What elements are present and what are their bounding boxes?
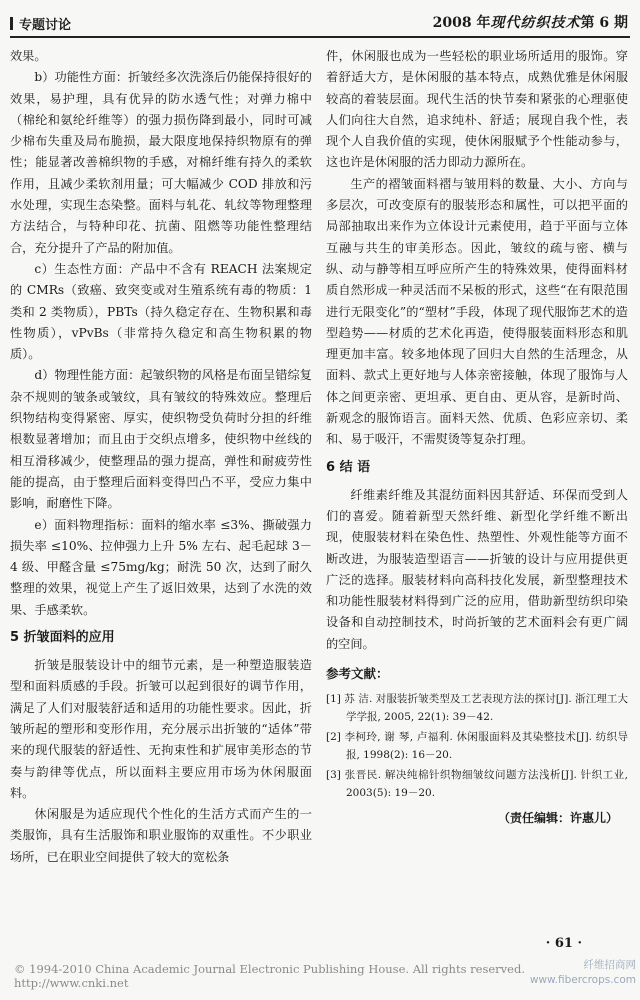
paragraph: c）生态性方面：产品中不含有 REACH 法案规定的 CMRs（致癌、致突变或对生殖系统有毒的物质：1 类和 2 类物质），PBTs（持久稳定存在、生物积累和毒性物质），vPvBs（非常持久稳定和高生物积累的物质）。 [10,261,312,362]
reference-item: [3] 张晋民. 解决纯棉针织物细皱纹问题方法浅析[J]. 针织工业, 2003(5): 19－20. [326,769,628,800]
journal-year: 2008 年 [432,15,491,31]
section-heading: 6 结 语 [326,459,371,475]
copyright-footer: © 1994-2010 China Academic Journal Electronic Publishing House. All rights reserved. http://www.cnki.net [14,962,525,990]
section-bar-marker [10,17,13,30]
left-column [10,46,312,868]
journal-issue: 第 6 期 [580,15,628,31]
paragraph: 折皱是服装设计中的细节元素，是一种塑造服装造型和面料质感的手段。折皱可以起到很好的调节作用，满足了人们对服装舒适和适用的功能性要求。因此，折皱所起的塑形和变形作用，充分展示出折皱的“适体”带来的现代服装的舒适性、无拘束性和扩展审美形态的节奏与韵律等优点，所以面料主要应用市场为休闲服面料。 [10,658,312,800]
reference-item: [2] 李柯玲, 谢 琴, 卢福利. 休闲服面料及其染整技术[J]. 纺织导报, 1998(2): 16－20. [326,731,628,762]
journal-issue-info [433,12,628,32]
section-heading: 5 折皱面料的应用 [10,630,115,646]
paragraph: 生产的褶皱面料褶与皱用料的数量、大小、方向与多层次，可改变原有的服装形态和属性，可以把平面的局部抽取出来作为立体设计元素使用，趋于平面与立体互融与共生的审美形态。因此，皱纹的疏与密、横与纵、动与静等相互呼应所产生的特殊效果，使得面料材质自然形成一种灵活而不呆板的形式，这些“在有限范围进行无限变化”的“塑材”手段，体现了现代服饰艺术的造型趋势——材质的艺术化再造，使得服装面料形态和肌理更加丰富。较多地体现了回归大自然的生活理念，从面料、款式上更好地与人体亲密接触，体现了服饰与人体之间更亲密、更坦承、更自由、更从容，是新时尚、新观念的服饰语言。面料天然、优质、色彩应亲切、柔和、易于吸汗，不需熨烫等复杂打理。 [326,176,628,447]
page-number: · 61 · [545,936,582,951]
references-heading: 参考文献： [326,666,389,682]
site-watermark [530,958,636,988]
paragraph: 效果。 [10,49,47,63]
section-tag [10,14,71,33]
reference-item: [1] 苏 洁. 对服装折皱类型及工艺表现方法的探讨[J]. 浙江理工大学学报, 2005, 22(1): 39－42. [326,693,628,724]
watermark-url: www.fibercrops.com [529,974,636,986]
paragraph: e）面料物理指标：面料的缩水率 ≤3%、撕破强力损失率 ≤10%、拉伸强力上升 5% 左右、起毛起球 3－4 级、甲醛含量 ≤75mg/kg；耐洗 50 次，达到了耐久整理的效果，视觉上产生了返旧效果，达到了水洗的效果、手感柔软。 [10,517,312,617]
right-column [326,46,628,830]
page-header [10,6,630,40]
watermark-line: 纤维招商网 [583,959,636,971]
header-divider [10,36,630,38]
section-label: 专题讨论 [19,18,72,33]
journal-title: 现代纺织技术 [490,15,581,31]
paragraph: 纤维素纤维及其混纺面料因其舒适、环保而受到人们的喜爱。随着新型天然纤维、新型化学纤维不断出现，使服装材料在染色性、热塑性、外观性能等方面不断改进，为服装造型语言——折皱的设计与应用提供更广泛的选择。服装材料向高科技化发展，新型整理技术和功能性服装材料得到广泛的应用，借助新型纺织印染设备和自动控制技术，时尚折皱的艺术面料会有更广阔的空间。 [326,487,628,651]
paragraph: d）物理性能方面：起皱织物的风格是布面呈错综复杂不规则的皱条或皱纹，具有皱纹的特殊效应。整理后织物结构变得紧密、厚实，使织物受负荷时分担的纤维根数显著增加；而且由于交织点增多，使织物中丝线的相互滑移减少，使整理品的强力提高，弹性和耐疲劳性能的提高，由于整理后面料变得凹凸不平，受应力集中影响，耐磨性下降。 [10,368,312,511]
responsible-editor: （责任编辑：许惠儿） [497,811,618,826]
references-list [326,690,628,802]
paragraph: b）功能性方面：折皱经多次洗涤后仍能保持很好的效果，易护理，具有优异的防水透气性；对弹力棉中（棉纶和氨纶纤维等）的强力损伤降到最小，同时可减少棉布失重及局布脆损，最大限度地保持织物原有的弹性；能显著改善棉织物的手感，对棉纤维有持久的柔软作用，且减少柔软剂用量；可大幅减少 COD 排放和污水处理，实现生态染整。面料与轧花、轧纹等物理整理方法结合，与特种印花、抗菌、阻燃等功能性整理结合，充分提升了产品的附加值。 [10,70,312,255]
paragraph: 休闲服是为适应现代个性化的生活方式而产生的一类服饰，具有生活服饰和职业服饰的双重性。不少职业场所，已在职业空间提供了较大的宽松条 [10,807,312,864]
paragraph: 件，休闲服也成为一些轻松的职业场所适用的服饰。穿着舒适大方，是休闲服的基本特点，成熟优雅是休闲服较高的着装层面。现代生活的快节奏和紧张的心理驱使人们向往大自然，追求纯朴、舒适；展现自我个性，表现个人自我价值的实现，使休闲服赋予个性能动参与，这也许是休闲服的活力即动力源所在。 [326,49,628,170]
